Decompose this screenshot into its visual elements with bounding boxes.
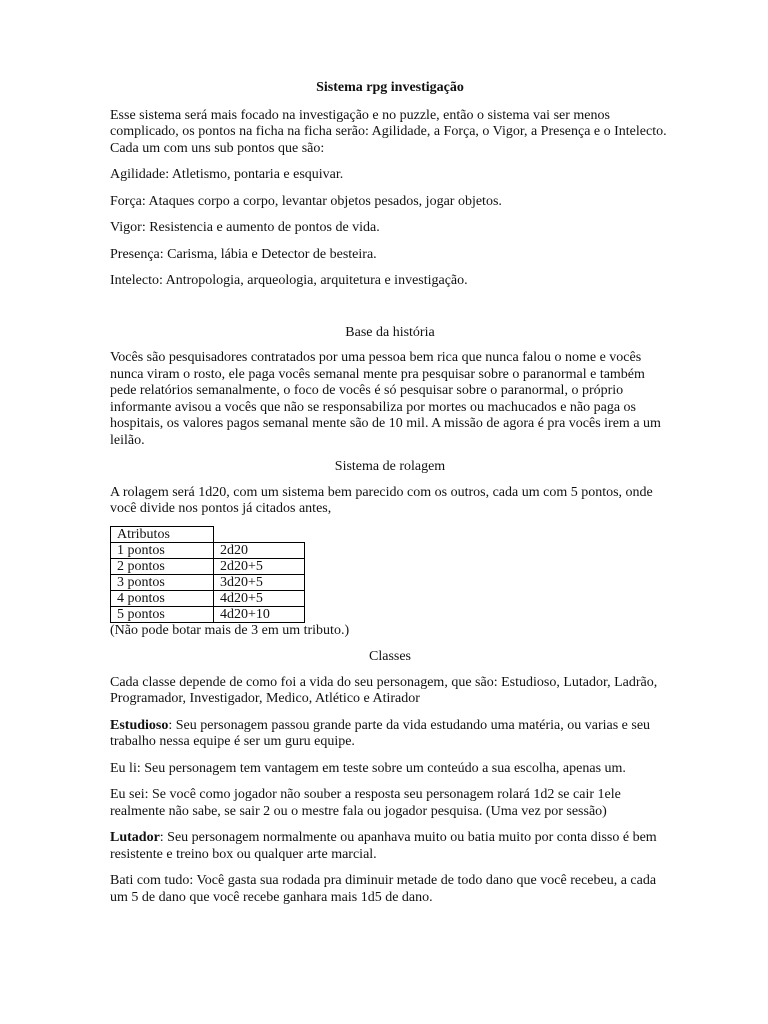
attribute-intelecto: Intelecto: Antropologia, arqueologia, arquitetura e investigação. [110, 273, 468, 288]
story-paragraph: Vocês são pesquisadores contratados por uma pessoa bem rica que nunca falou o nome e vocês nunca viram o rosto, ele paga vocês semanal mente pra pesquisar sobre o paranormal e também pede relatórios semanalmente, o foco de vocês é só pesquisar sobre o paranormal, o próprio informante avisou a vocês que não se responsabiliza por mortes ou machucados e não paga os hospitais, os valores pagos semanal mente são de 10 mil. A missão de agora é pra vocês irem a um leilão. [110, 350, 661, 448]
class-lutador [110, 830, 670, 863]
class-name-estudioso: Estudioso [110, 717, 169, 733]
table-cell-dice: 3d20+5 [214, 574, 305, 590]
table-cell-dice: 2d20 [214, 542, 305, 558]
attribute-forca: Força: Ataques corpo a corpo, levantar objetos pesados, jogar objetos. [110, 193, 502, 209]
table-note: (Não pode botar mais de 3 em um tributo.) [110, 622, 350, 638]
spacer [110, 300, 670, 325]
attribute-vigor: Vigor: Resistencia e aumento de pontos de vida. [110, 220, 380, 235]
table-cell-dice: 2d20+5 [214, 558, 305, 574]
rolling-paragraph: A rolagem será 1d20, com um sistema bem parecido com os outros, cada um com 5 pontos, onde você divide nos pontos já citados antes, [110, 484, 653, 516]
table-cell-points: 3 pontos [111, 574, 214, 590]
class-desc-estudioso: : Seu personagem passou grande parte da vida estudando uma matéria, ou varias e seu trabalho nessa equipe é ser um guru equipe. [110, 717, 651, 749]
table-row [111, 558, 305, 574]
class-name-lutador: Lutador [110, 830, 160, 845]
table-cell-points: 5 pontos [111, 606, 214, 622]
ability-bati-com-tudo: Bati com tudo: Você gasta sua rodada pra diminuir metade de todo dano que você recebeu, a cada um 5 de dano que você recebe ganhara mais 1d5 de dano. [110, 873, 657, 905]
attributes-table [110, 526, 305, 623]
table-header-row [111, 526, 305, 542]
class-estudioso [110, 718, 670, 751]
table-row [111, 590, 305, 606]
table-cell-points: 1 pontos [111, 542, 214, 558]
table-row [111, 606, 305, 622]
table-cell-points: 4 pontos [111, 590, 214, 606]
table-cell-dice: 4d20+10 [214, 606, 305, 622]
table-header-cell: Atributos [111, 526, 214, 542]
ability-eu-sei: Eu sei: Se você como jogador não souber a resposta seu personagem rolará 1d2 se cair 1ele realmente não sabe, se sair 2 ou o mestre fala ou jogador pesquisa. (Uma vez por sessão) [110, 787, 621, 819]
table-row [111, 542, 305, 558]
ability-eu-li: Eu li: Seu personagem tem vantagem em teste sobre um conteúdo a sua escolha, apenas um. [110, 760, 626, 776]
class-desc-lutador: : Seu personagem normalmente ou apanhava muito ou batia muito por conta disso é bem resistente e treino box ou qualquer arte marcial. [110, 830, 657, 862]
attribute-agilidade: Agilidade: Atletismo, pontaria e esquivar. [110, 167, 344, 182]
table-header-empty [214, 526, 305, 542]
intro-paragraph: Esse sistema será mais focado na investigação e no puzzle, então o sistema vai ser menos complicado, os pontos na ficha na ficha serão: Agilidade, a Força, o Vigor, a Presença e o Intelecto. Cada um com uns sub pontos que são: [110, 107, 667, 156]
section-heading-rolling: Sistema de rolagem [334, 459, 446, 474]
page-title: Sistema rpg investigação [316, 80, 464, 95]
attribute-presenca: Presença: Carisma, lábia e Detector de besteira. [110, 246, 377, 262]
table-row [111, 574, 305, 590]
document-body [110, 80, 670, 916]
table-cell-dice: 4d20+5 [214, 590, 305, 606]
table-cell-points: 2 pontos [111, 558, 214, 574]
section-heading-story: Base da história [345, 324, 435, 340]
section-heading-classes: Classes [369, 649, 411, 664]
classes-intro: Cada classe depende de como foi a vida do seu personagem, que são: Estudioso, Lutador, Ladrão, Programador, Investigador, Medico, Atlético e Atirador [110, 674, 658, 706]
